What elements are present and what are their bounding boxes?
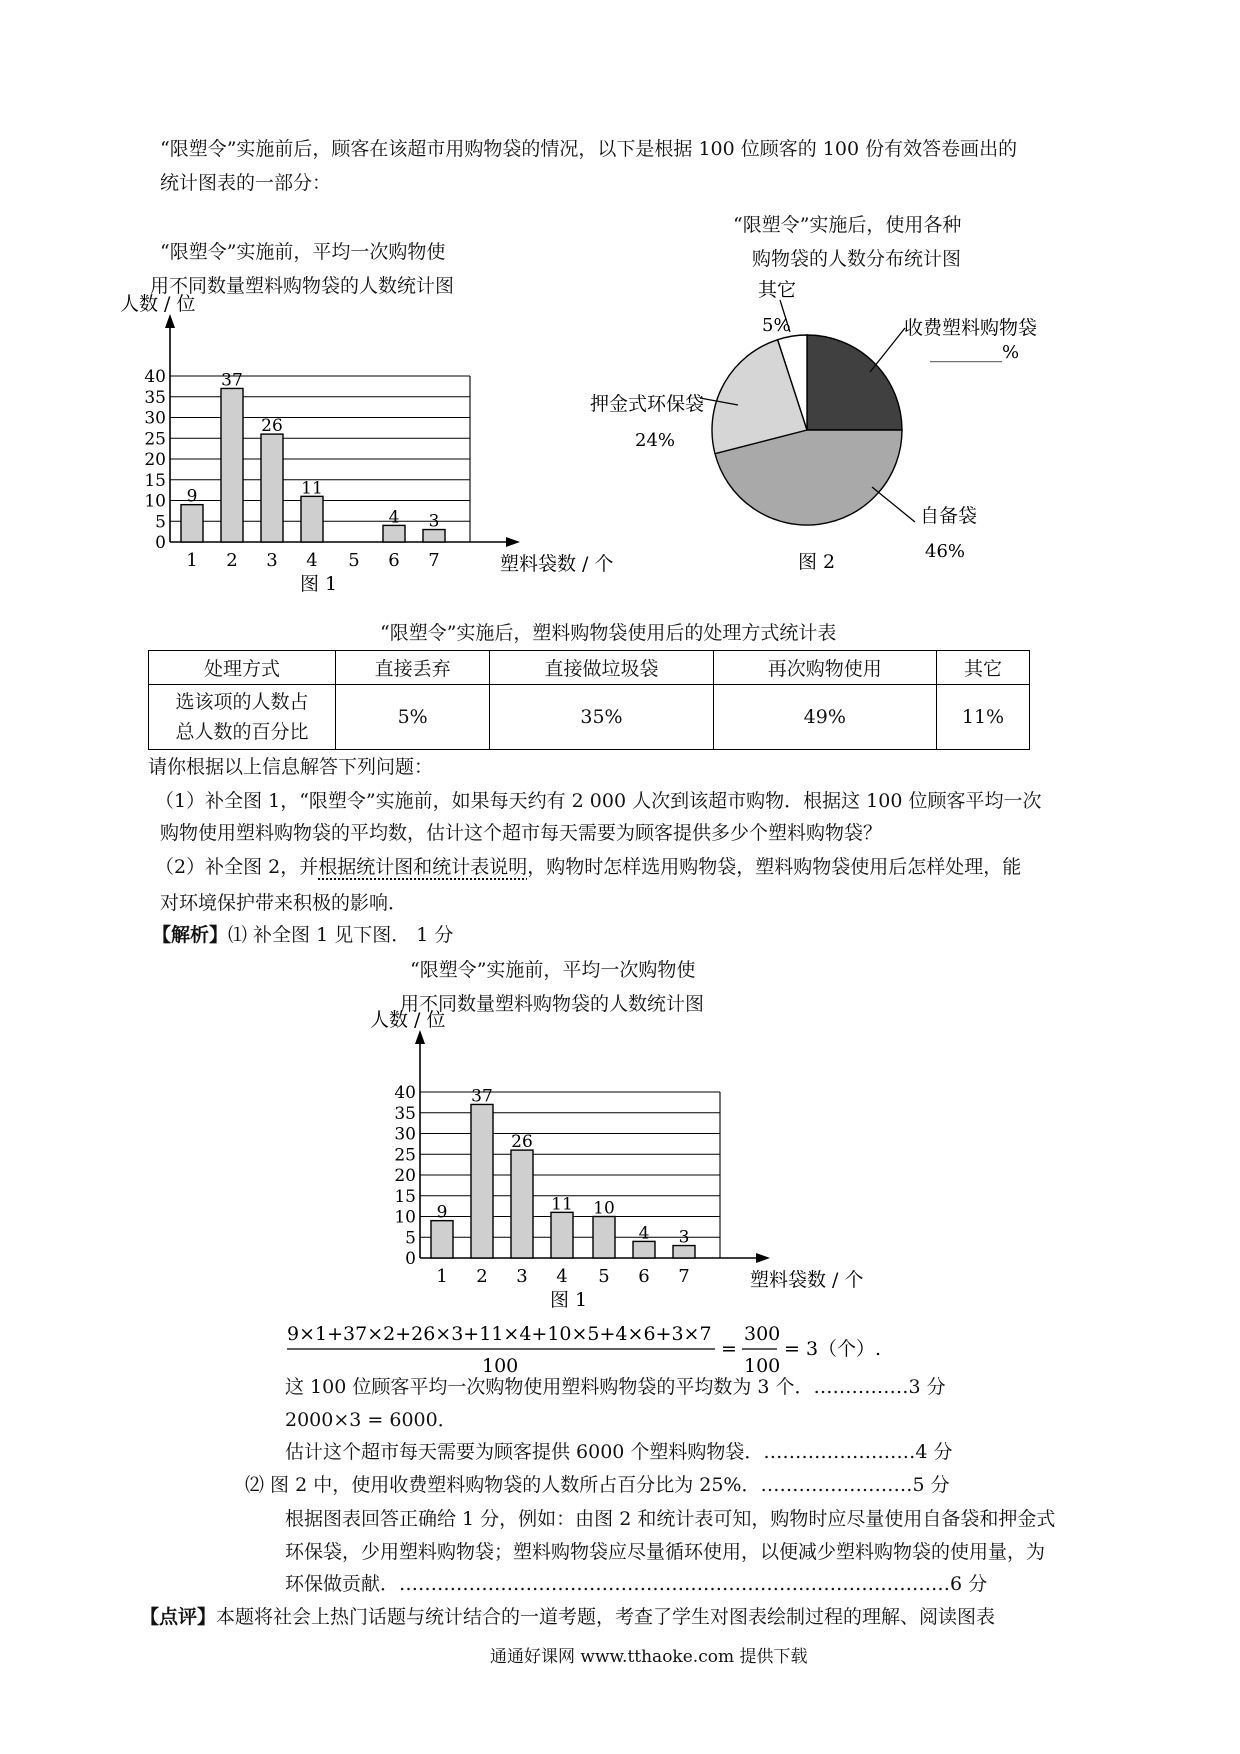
fig1-full-x-tick-label: 7 bbox=[678, 1266, 690, 1287]
table-row-label-line-1: 选该项的人数占 bbox=[175, 691, 309, 713]
q2-line-1 bbox=[155, 852, 1021, 879]
table-header-cell: 再次购物使用 bbox=[713, 651, 936, 685]
answer-head-label: 【解析】 bbox=[152, 924, 229, 946]
table-header-cell: 处理方式 bbox=[149, 651, 336, 685]
fig1-top-x-tick-label: 5 bbox=[348, 550, 360, 571]
fig1-full-bar bbox=[593, 1217, 615, 1259]
q1-line-2: 购物使用塑料购物袋的平均数，估计这个超市每天需要为顾客提供多少个塑料购物袋？ bbox=[160, 822, 883, 844]
fig1-top-y-tick-label: 40 bbox=[144, 367, 166, 387]
fig1-full-bar-value-label: 37 bbox=[471, 1086, 493, 1107]
q2-line-1-c: ，购物时怎样选用购物袋，塑料购物袋使用后怎样处理，能 bbox=[527, 856, 1022, 878]
pie-label-deposit: 押金式环保袋 bbox=[590, 393, 705, 415]
pie-label-own: 自备袋 bbox=[920, 505, 978, 527]
fig1-full-y-tick-label: 10 bbox=[394, 1207, 416, 1228]
fig1-top-bar-value-label: 4 bbox=[388, 507, 400, 528]
bar-chart-completed bbox=[370, 1009, 890, 1311]
table-cell: 49% bbox=[713, 685, 936, 750]
intro-line-2: 统计图表的一部分： bbox=[160, 172, 332, 194]
fig1-top-x-tick-label: 7 bbox=[428, 550, 440, 571]
fig1-full-bar-value-label: 11 bbox=[551, 1194, 573, 1215]
fig1-full-x-axis-arrow bbox=[756, 1253, 770, 1263]
fig1-top-bar-value-label: 26 bbox=[261, 416, 283, 437]
bar-chart-before bbox=[120, 293, 640, 595]
fig1-full-bar bbox=[471, 1104, 493, 1258]
fig2-caption: 图 2 bbox=[798, 551, 836, 573]
fig1-full-xlabel: 塑料袋数 / 个 bbox=[750, 1269, 864, 1291]
table-row bbox=[149, 685, 1030, 750]
fig1-full-x-tick-label: 2 bbox=[476, 1266, 488, 1287]
fig1-top-bar bbox=[221, 388, 243, 542]
fig1-full-y-tick-label: 0 bbox=[405, 1249, 416, 1269]
pie-label-own-pct: 46% bbox=[925, 541, 966, 562]
fig1-top-x-tick-label: 2 bbox=[226, 550, 238, 571]
pie-label-fee-pct: ________% bbox=[930, 342, 1020, 363]
fig1-title-line-1: “限塑令”实施前，平均一次购物使 bbox=[160, 241, 446, 263]
solution-line-q2b-1: 根据图表回答正确给 1 分，例如：由图 2 和统计表可知，购物时应尽量使用自备袋和押金式 bbox=[285, 1508, 1056, 1530]
q2-line-1-a: （2）补全图 2，并 bbox=[155, 856, 319, 878]
fig1-top-y-tick-label: 0 bbox=[155, 533, 166, 553]
table-cell: 11% bbox=[936, 685, 1029, 750]
fig1-top-bar-value-label: 37 bbox=[221, 370, 243, 391]
fig1-full-bar-value-label: 26 bbox=[511, 1132, 533, 1153]
fig1-full-y-tick-label: 15 bbox=[394, 1186, 416, 1207]
fig1-full-x-tick-label: 1 bbox=[436, 1266, 448, 1287]
fig1-full-y-tick-label: 5 bbox=[405, 1228, 416, 1249]
frac-denominator: 100 bbox=[482, 1355, 519, 1377]
fig1-top-y-axis-arrow bbox=[165, 314, 175, 328]
fig1-full-bar-value-label: 10 bbox=[593, 1198, 615, 1219]
fig1-top-ylabel: 人数 / 位 bbox=[120, 293, 196, 315]
fig1-full-y-tick-label: 25 bbox=[394, 1145, 416, 1166]
solution-line-q2: ⑵ 图 2 中，使用收费塑料购物袋的人数所占百分比为 25%．……………………5 分 bbox=[245, 1474, 950, 1496]
frac-result: = 3（个）. bbox=[784, 1338, 882, 1360]
fig1-top-y-tick-label: 20 bbox=[144, 450, 166, 470]
fig1-full-title-line-1: “限塑令”实施前，平均一次购物使 bbox=[410, 959, 696, 981]
leader-own bbox=[872, 487, 915, 522]
fig1-full-y-tick-label: 20 bbox=[394, 1166, 416, 1186]
solution-line-calc: 2000×3 = 6000． bbox=[285, 1409, 457, 1431]
fig1-top-x-tick-label: 1 bbox=[186, 550, 198, 571]
fig1-top-bar-value-label: 9 bbox=[186, 486, 198, 507]
table-header-cell: 其它 bbox=[936, 651, 1029, 685]
fig1-full-y-tick-label: 35 bbox=[394, 1103, 416, 1124]
table-header-cell: 直接丢弃 bbox=[336, 651, 490, 685]
fig1-top-y-tick-label: 25 bbox=[144, 429, 166, 450]
q2-line-1-b: 根据统计图和统计表说明 bbox=[318, 856, 528, 878]
fig1-top-y-tick-label: 5 bbox=[155, 512, 166, 533]
average-fraction bbox=[287, 1318, 927, 1379]
review-head-label: 【点评】 bbox=[140, 1606, 217, 1628]
table-header-cell: 直接做垃圾袋 bbox=[490, 651, 713, 685]
fig1-full-bar bbox=[431, 1221, 453, 1258]
fig1-top-x-tick-label: 6 bbox=[388, 550, 400, 571]
fig1-full-x-tick-label: 6 bbox=[638, 1266, 650, 1287]
fig1-title-line-2: 用不同数量塑料购物袋的人数统计图 bbox=[150, 275, 455, 297]
fig1-top-bar-value-label: 3 bbox=[428, 511, 440, 532]
fig1-full-y-axis-arrow bbox=[415, 1030, 425, 1044]
fig1-top-y-tick-label: 30 bbox=[144, 408, 166, 429]
fig1-top-x-tick-label: 4 bbox=[306, 550, 318, 571]
review-line bbox=[140, 1602, 995, 1629]
disposal-stats-table bbox=[148, 650, 1030, 750]
pie-chart-after bbox=[570, 270, 1060, 580]
svg-text:=: = bbox=[721, 1338, 737, 1360]
pie-label-deposit-pct: 24% bbox=[635, 430, 676, 451]
fig1-full-bar-value-label: 4 bbox=[638, 1223, 650, 1244]
fig1-top-bar bbox=[181, 505, 203, 542]
fig1-top-y-tick-label: 35 bbox=[144, 387, 166, 408]
fig1-full-caption: 图 1 bbox=[550, 1289, 588, 1311]
fig1-full-y-tick-label: 30 bbox=[394, 1124, 416, 1145]
fig1-full-x-tick-label: 5 bbox=[598, 1266, 610, 1287]
fig1-full-y-tick-label: 40 bbox=[394, 1083, 416, 1103]
fig2-title-line-2: 购物袋的人数分布统计图 bbox=[752, 248, 962, 270]
review-text: 本题将社会上热门话题与统计结合的一道考题，考查了学生对图表绘制过程的理解、阅读图表 bbox=[216, 1606, 996, 1628]
table-title: “限塑令”实施后，塑料购物袋使用后的处理方式统计表 bbox=[380, 622, 837, 644]
fig1-top-xlabel: 塑料袋数 / 个 bbox=[500, 553, 614, 575]
pie-label-other: 其它 bbox=[758, 279, 797, 301]
fig1-top-bar bbox=[383, 525, 405, 542]
fig1-full-bar bbox=[633, 1241, 655, 1258]
fig1-top-y-tick-label: 15 bbox=[144, 470, 166, 491]
fig1-full-bar-value-label: 9 bbox=[436, 1202, 448, 1223]
q1-line-1: （1）补全图 1，“限塑令”实施前，如果每天约有 2 000 人次到该超市购物．根据这 100 位顾客平均一次 bbox=[155, 790, 1042, 812]
leader-fee bbox=[870, 328, 905, 372]
solution-line-q2b-2: 环保袋，少用塑料购物袋；塑料购物袋应尽量循环使用，以便减少塑料购物袋的使用量，为 bbox=[285, 1541, 1046, 1563]
fig1-top-caption: 图 1 bbox=[300, 573, 338, 595]
fig1-full-bar bbox=[511, 1150, 533, 1258]
fig1-full-title-line-2: 用不同数量塑料购物袋的人数统计图 bbox=[400, 993, 705, 1015]
solution-line-avg: 这 100 位顾客平均一次购物使用塑料购物袋的平均数为 3 个．……………3 分 bbox=[285, 1376, 946, 1398]
answer-head-text: ⑴ 补全图 1 见下图． 1 分 bbox=[228, 924, 454, 946]
pie-label-fee: 收费塑料购物袋 bbox=[904, 317, 1038, 339]
fig1-top-y-tick-label: 10 bbox=[144, 491, 166, 512]
pie-slices bbox=[712, 335, 902, 525]
solution-line-q2b-3: 环保做贡献．……………………………………………………………………………6 分 bbox=[285, 1573, 988, 1595]
fig1-full-bar bbox=[551, 1212, 573, 1258]
frac2-denominator: 100 bbox=[744, 1355, 781, 1377]
fig1-top-bar-value-label: 11 bbox=[301, 478, 323, 499]
fig1-top-x-tick-label: 3 bbox=[266, 550, 278, 571]
answer-header bbox=[152, 920, 453, 947]
pie-label-other-pct: 5% bbox=[762, 315, 791, 336]
table-row-label-line-2: 总人数的百分比 bbox=[175, 721, 309, 743]
table-header-row bbox=[149, 651, 1030, 685]
table-cell: 35% bbox=[490, 685, 713, 750]
fraction-expression bbox=[287, 1318, 927, 1377]
frac-numerator: 9×1+37×2+26×3+11×4+10×5+4×6+3×7 bbox=[287, 1323, 712, 1345]
fig1-top-x-axis-arrow bbox=[506, 537, 520, 547]
fig1-full-ylabel: 人数 / 位 bbox=[370, 1009, 446, 1031]
fig1-full-x-tick-label: 4 bbox=[556, 1266, 568, 1287]
fig1-top-bar bbox=[261, 434, 283, 542]
fig1-full-bar-value-label: 3 bbox=[678, 1227, 690, 1248]
fig2-title-line-1: “限塑令”实施后，使用各种 bbox=[733, 214, 962, 236]
fig1-full-x-tick-label: 3 bbox=[516, 1266, 528, 1287]
q2-line-2: 对环境保护带来积极的影响． bbox=[160, 892, 408, 914]
table-row-label bbox=[149, 685, 336, 750]
fig1-top-bar bbox=[301, 496, 323, 542]
table-cell: 5% bbox=[336, 685, 490, 750]
questions-prompt: 请你根据以上信息解答下列问题： bbox=[148, 756, 434, 778]
solution-line-estimate: 估计这个超市每天需要为顾客提供 6000 个塑料购物袋．……………………4 分 bbox=[285, 1441, 953, 1463]
frac2-numerator: 300 bbox=[744, 1323, 781, 1345]
footer-text: 通通好课网 www.tthaoke.com 提供下载 bbox=[490, 1647, 808, 1667]
intro-line-1: “限塑令”实施前后，顾客在该超市用购物袋的情况，以下是根据 100 位顾客的 100 份有效答卷画出的 bbox=[160, 138, 1018, 160]
